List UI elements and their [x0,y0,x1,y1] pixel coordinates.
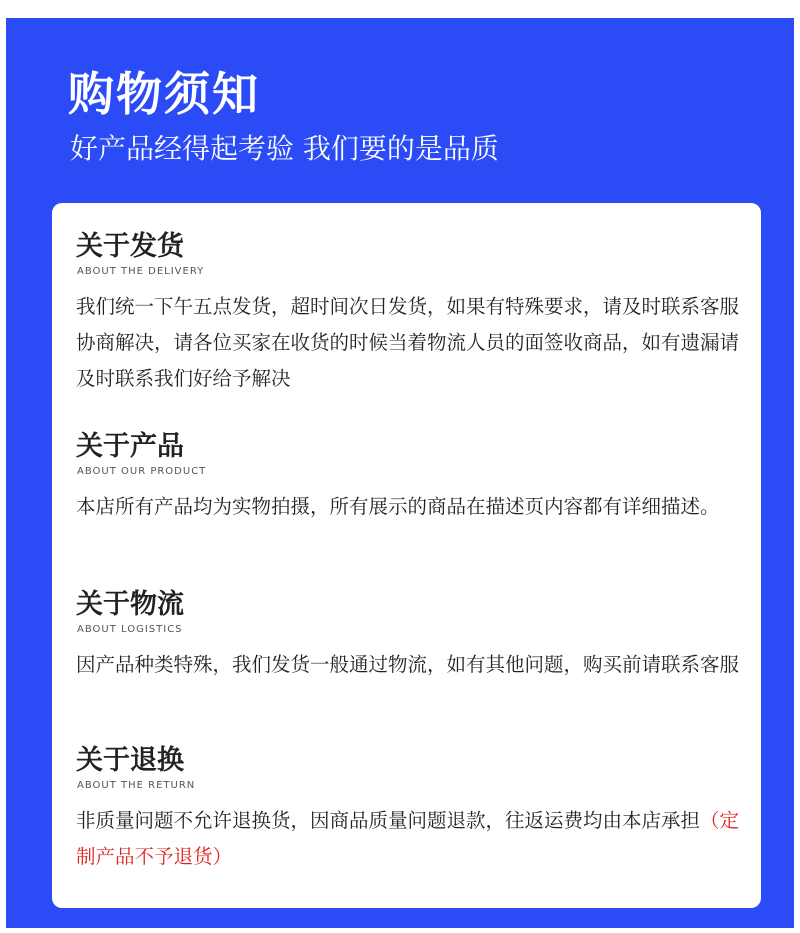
section-subtitle-en: ABOUT THE RETURN [77,780,196,791]
return-policy-text: 非质量问题不允许退换货，因商品质量问题退款，往返运费均由本店承担 [76,809,701,832]
section-subtitle-en: ABOUT OUR PRODUCT [77,466,207,477]
blue-panel [6,18,794,928]
section-subtitle-en: ABOUT LOGISTICS [77,624,183,635]
section-return [76,743,746,875]
section-body [76,803,746,875]
section-subtitle-en: ABOUT THE DELIVERY [77,266,205,277]
custom-product-note: （定制产品不予退货） [76,809,740,868]
section-body: 因产品种类特殊，我们发货一般通过物流，如有其他问题，购买前请联系客服 [76,653,740,676]
section-title: 关于发货 [76,231,184,262]
section-logistics [76,587,746,683]
section-title: 关于退换 [76,745,184,776]
section-body: 本店所有产品均为实物拍摄，所有展示的商品在描述页内容都有详细描述。 [76,495,720,518]
page-title: 购物须知 [68,67,260,121]
section-product [76,429,746,525]
page-subtitle: 好产品经得起考验 我们要的是品质 [70,132,499,165]
section-title: 关于物流 [76,589,184,620]
section-delivery [76,229,746,397]
section-body: 我们统一下午五点发货，超时间次日发货，如果有特殊要求，请及时联系客服协商解决，请各位买家在收货的时候当着物流人员的面签收商品，如有遗漏请及时联系我们好给予解决 [76,295,740,390]
section-title: 关于产品 [76,431,184,462]
notice-card [52,203,761,908]
